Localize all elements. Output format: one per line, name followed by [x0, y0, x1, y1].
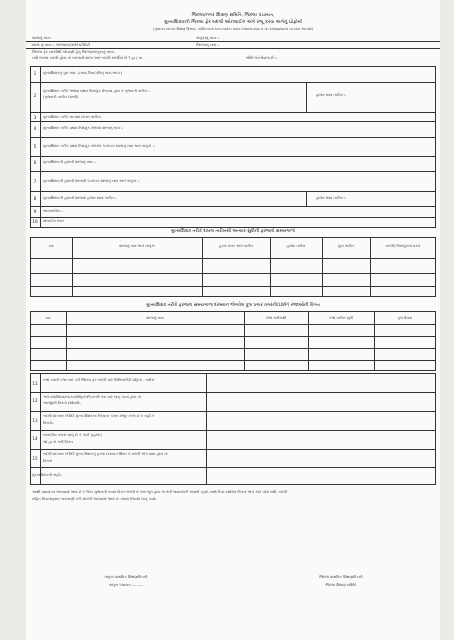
row-label: મુખ્યશિક્ષકની હાલની શાળાની પે-સેન્ટર શાળાનું નામ અને તાલુકો :-	[43, 179, 140, 183]
divider	[206, 373, 207, 485]
column-header: હુકમ નંબર અને તારીખ	[218, 244, 254, 248]
divider	[30, 206, 436, 207]
row-sublabel: વિગતો:-	[43, 421, 55, 425]
head-teacher-signature-label: મુખ્યશિક્ષકની સહી:-	[32, 473, 63, 477]
row-sublabel: વિગતો	[43, 459, 52, 463]
column-header: શાળાનું નામ	[146, 316, 164, 320]
divider	[30, 286, 436, 287]
seniority-label: સીધી ભરતીવાળા છે :-	[246, 56, 278, 60]
district-label: જિલ્લાનું નામ :-	[196, 43, 220, 47]
divider	[30, 156, 436, 157]
row-sublabel: અરજીની વિગતો દર્શાવવી:-	[43, 401, 82, 405]
row-sublabel: (ગુજરાતી તારીખ લખવી)	[43, 95, 79, 99]
district-officer-title: જિલ્લા પ્રાથમિક શિક્ષણાધિકારી	[319, 575, 363, 579]
form-page	[26, 0, 440, 640]
row-number: 7	[33, 179, 37, 184]
row-number: 6	[33, 160, 37, 165]
column-header: શાળાનું નામ અને તાલુકો	[119, 244, 155, 248]
district-officer-office: જિલ્લા શિક્ષણ સમિતિ	[325, 583, 357, 587]
row-number: 8	[33, 196, 37, 201]
row-number: 1	[33, 71, 37, 76]
row-number: 13	[32, 418, 38, 423]
divider	[30, 258, 436, 259]
column-header: ક્રમ	[45, 316, 51, 320]
divider	[30, 171, 436, 172]
row-number: 9	[33, 209, 37, 214]
row-number: 4	[33, 126, 37, 131]
row-label: મુખ્યશિક્ષકની હાલની શાળામાં હાજર થયા તારીખ :-	[43, 196, 118, 200]
row-number: 5	[33, 144, 37, 149]
form-title: મુખ્યશિક્ષકની જિલ્લા ફેર બદલી ઓનલાઈન અંગે રજૂ કરવા અંગેનું પ્રોફોર્મા	[164, 20, 302, 25]
divider	[30, 411, 436, 412]
table1-title: મુખ્યશિક્ષક તરીકે દાખલ તારીખથી અત્યાર સુધીની ફરજનો સમયગાળો	[171, 229, 295, 234]
taluka-officer-office: તાલુકા પંચાયત ..........	[108, 583, 144, 587]
row-number: 14	[32, 436, 38, 441]
divider	[30, 449, 436, 450]
divider	[40, 373, 41, 485]
taluka-label: તાલુકાનું નામ :-	[196, 36, 220, 40]
row-right-label: હાજર થયા તારીખ :-	[316, 196, 347, 200]
column-header: ક્રમ	[48, 244, 54, 248]
divider	[30, 392, 436, 393]
divider	[26, 48, 440, 49]
row-label: જન્મતારીખ :-	[43, 209, 64, 213]
school-label: શાળાનું નામ :	[32, 36, 53, 40]
row-label: મુખ્યશિક્ષકનું પૂરું નામ :-(નામ-પિતા/પતિનું નામ-અટક)	[43, 71, 123, 75]
row-number: 15	[32, 456, 38, 461]
divider	[30, 217, 436, 218]
divider	[30, 336, 436, 337]
row-number: 2	[33, 93, 37, 98]
row-number: 12	[32, 398, 38, 403]
row-right-label: હાજર થયા તારીખ :-	[316, 93, 347, 97]
column-header: રજા તારીખ સુધી	[329, 316, 353, 320]
divider	[30, 137, 436, 138]
column-header: કુલ દિવસ	[397, 316, 413, 320]
divider	[30, 324, 436, 325]
row-label: મુખ્યશિક્ષક તરીકે પ્રથમ નિમણૂક મેળવેલ શાળાનું નામ :-	[43, 126, 124, 130]
divider	[26, 41, 440, 42]
taluka-officer-title: તાલુકા પ્રાથમિક શિક્ષણાધિકારી	[104, 575, 148, 579]
row-label: બદલી માંગનાર HTAT મુખ્ય શિક્ષકનું ફરજ દરમ્યાન શિસ્ત કે બદલી અંગે પ્રશ્ન હોય તો	[43, 452, 168, 456]
divider	[30, 348, 436, 349]
row-number: 10	[32, 219, 38, 224]
cluster-label: શાળા નું નામ :- અરજદાર/ક્લેરેક્ટીવિટી	[32, 43, 91, 47]
divider	[30, 121, 436, 122]
table2-title: મુખ્યશિક્ષક તરીકે ફરજના સમયગાળા દરમ્યાન ભોગવેલ કૂલ પગાર વગરની(LWP) રજાઓની વિગત	[146, 303, 320, 308]
divider	[30, 112, 436, 113]
divider	[30, 82, 436, 83]
row-label: બદલી માંગનાર HTAT મુખ્ય શિક્ષકના ઉચ્ચતર પગાર મંજૂર કરેલ છે કે નહીં તે	[43, 414, 155, 418]
divider	[30, 467, 436, 468]
row-label: મુખ્યશિક્ષક તરીકે અથવા પ્રથમ નિમણૂક મેળવ્યા હોય તે ગુજરાતી તારીખ :-	[43, 89, 151, 93]
divider	[306, 82, 307, 112]
additional-details-table	[30, 373, 436, 485]
row-label: મુખ્યશિક્ષક તરીકે ખાતામાં દાખલ તારીખ:-	[43, 115, 103, 119]
declaration-text-2: સહિત નિયમોનુસાર ચકાસણી કરી મોકલી આપવામાં આવે છે. તમામ નિયમો લાગુ પડશે.	[32, 497, 157, 501]
header-resolution: (ગુજરાત સરકાર શિક્ષણ વિભાગ, ગાંધીનગરના ઠરાવ ક્રમાંક: પ્રશક-૧૧૨૦૧૨-૨૬૨-ન તા: ૨૭/૦૪/૨૦૧૨ ના ઠરાવ અન્વયે)	[153, 27, 313, 31]
row-label: મુખ્યશિક્ષકની હાલની શાળાનું નામ :-	[43, 160, 97, 164]
divider	[30, 430, 436, 431]
row-sublabel: જો હા તો તેની વિગત	[43, 440, 73, 444]
row-label: મોબાઈલ નંબર	[43, 219, 65, 223]
note-district-change: જિલ્લા ફેર બદલીથી જોડાણી હેતુ જિલ્લા/તાલુકાનું નામ:-	[32, 50, 116, 54]
column-header: રજા તારીખથી	[265, 316, 287, 320]
header-line-1: જિલ્લા/નગર શિક્ષણ સમિતિ, જિલ્લા પંચાયત,	[191, 13, 275, 18]
column-header: છૂટા તારીખ	[338, 244, 354, 248]
divider	[30, 360, 436, 361]
column-header: બદલી/ નિમણૂકનો પ્રકાર	[385, 244, 421, 248]
row-label: અપંગતા/વિધવા/ત્યક્તા/વિધુર/પતિ-પત્ની કેસ માટે લાગુ પડતા હોય તો	[43, 395, 141, 399]
row-number: 3	[33, 115, 37, 120]
row-label: રજા પગારી રજા બાદ કરી જિલ્લા ફેર બદલી માટે સિનિયોરીટી મહિનો - તારીખ	[43, 378, 155, 382]
divider	[30, 273, 436, 274]
note-transfer: નવી જગ્યા બદલી હોય તો બદલાવી શાળા અને બદલી સંબંધિત છે ? હા / ના	[32, 56, 143, 60]
divider	[306, 191, 307, 206]
declaration-text: આથી પ્રમાણપત્ર આપવામાં આવે છે કે ઉપર મુજબની તમામ વિગત ભરેલી છે તેમાં ભૂલ હોય તો તેની જવાબદારી અમારી રહેશે. સાથે ઉપર દર્શાવેલ વિગતો અંગે કોઈ વાંધો નથી. બદલી	[32, 490, 288, 494]
row-label: મુખ્યશિક્ષક તરીકે પ્રથમ નિમણૂક મેળવેલ પે-સેન્ટર શાળાનું નામ અને તાલુકો :-	[43, 144, 156, 148]
divider	[30, 191, 436, 192]
row-label: ખાતાકીય તપાસ ચાલુ છે કે કેમ? (હા/ના)	[43, 433, 102, 437]
divider	[40, 66, 41, 228]
column-header: હાજર તારીખ	[286, 244, 306, 248]
row-number: 11	[32, 381, 38, 386]
